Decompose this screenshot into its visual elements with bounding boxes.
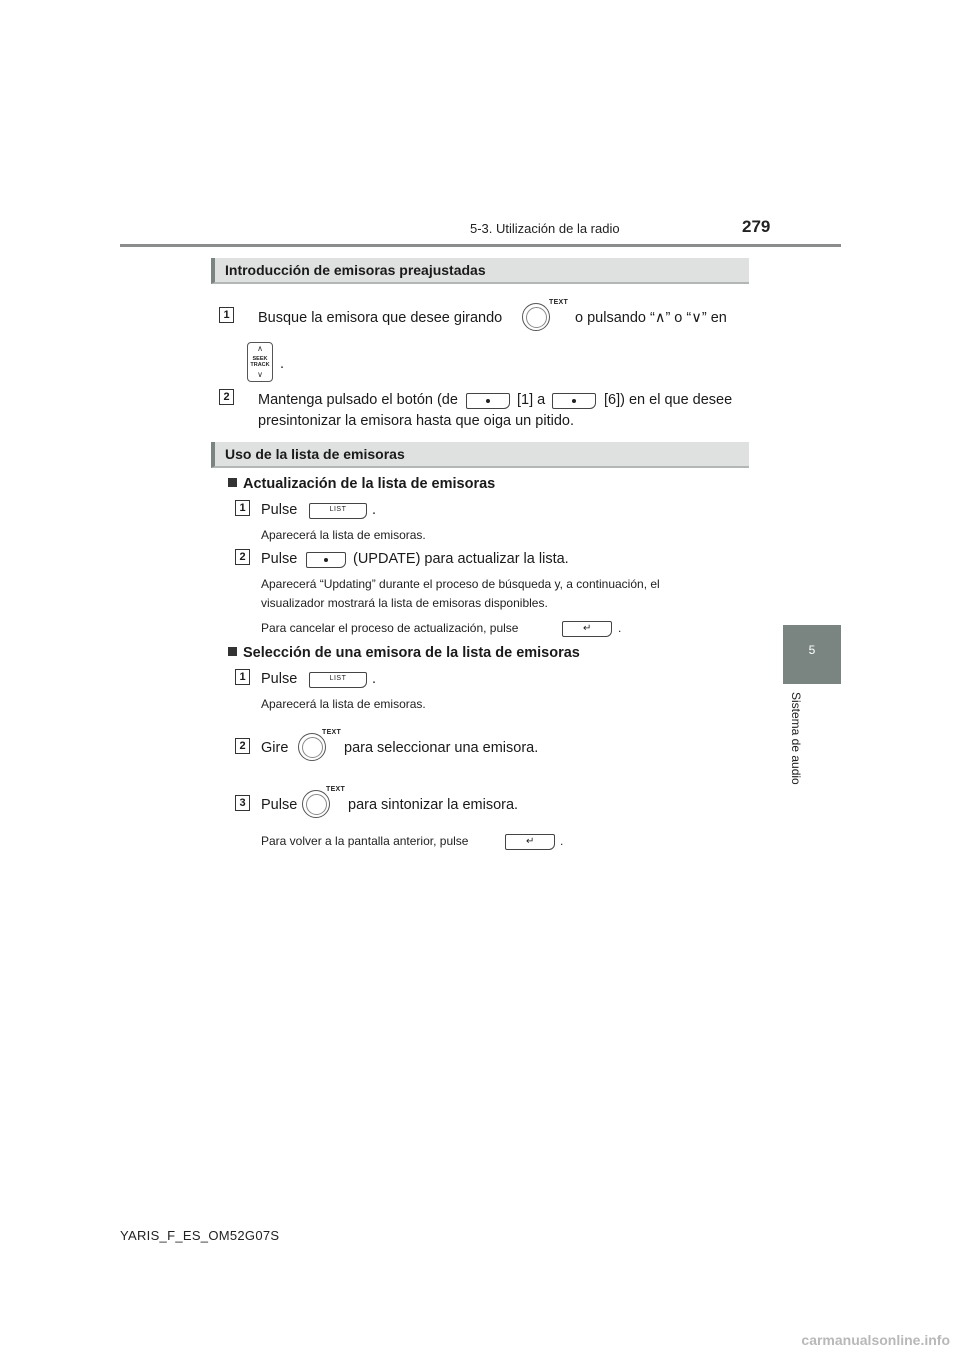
down-symbol: ∨ [691,310,702,326]
update-button-icon [306,552,346,568]
tune-knob-icon [302,790,330,818]
step-text: Pulse [261,671,298,687]
step-number-box: 2 [235,738,250,754]
step-text: para sintonizar la emisora. [348,797,519,813]
page-number: 279 [742,217,771,236]
back-button-icon: ↵ [562,621,612,637]
step-note: . [560,834,564,848]
step-note: . [618,621,622,635]
section-heading-text: Introducción de emisoras preajustadas [225,262,486,278]
preset-button-6-icon [552,393,596,409]
watermark-text: carmanualsonline.info [801,1332,950,1348]
knob-label: TEXT [322,729,342,736]
tune-knob-icon [298,733,326,761]
chevron-up-icon: ∧ [257,344,263,353]
step-text: . [280,356,285,372]
section-heading-preset-stations [211,258,749,284]
section-heading-station-list [211,442,749,468]
step-note: visualizador mostrará la lista de emisoras disponibles. [261,596,548,610]
step-note: Aparecerá “Updating” durante el proceso de búsqueda y, a continuación, el [261,577,660,591]
step-number-box: 2 [219,389,234,405]
chapter-tab-number: 5 [808,643,816,657]
step-number-box: 2 [235,549,250,565]
step-text: Pulse [261,502,298,518]
step-text: Busque la emisora que desee girando [258,310,503,326]
step-text: [6]) en el que desee [604,392,733,408]
step-note: Para volver a la pantalla anterior, pulse [261,834,469,848]
step-text: Pulse [261,551,298,567]
knob-label: TEXT [549,299,569,306]
step-number-box: 1 [219,307,234,323]
step-number-box: 1 [235,500,250,516]
seek-track-button-icon [247,342,273,382]
step-text: [1] a [517,392,546,408]
back-button-icon: ↵ [505,834,555,850]
step-text: . [372,671,377,687]
step-note: Aparecerá la lista de emisoras. [261,528,426,542]
step-number-box: 1 [235,669,250,685]
chapter-tab-title: Sistema de audio [789,692,803,785]
running-header-section: 5-3. Utilización de la radio [470,221,620,236]
step-text: (UPDATE) para actualizar la lista. [353,551,569,567]
step-text: o pulsando “∧” o “∨” en [575,310,727,326]
step-text: Pulse [261,797,298,813]
header-rule [120,244,841,247]
step-text: para seleccionar una emisora. [344,740,539,756]
step-text: presintonizar la emisora hasta que oiga un pitido. [258,413,574,429]
preset-button-1-icon [466,393,510,409]
list-button-icon: LIST [309,672,367,688]
step-note: Aparecerá la lista de emisoras. [261,697,426,711]
subheading-select-from-list: Selección de una emisora de la lista de emisoras [228,645,580,661]
up-symbol: ∧ [654,310,666,326]
subheading-update-list: Actualización de la lista de emisoras [228,476,495,492]
step-number-box: 3 [235,795,250,811]
knob-label: TEXT [326,786,346,793]
section-heading-text: Uso de la lista de emisoras [225,446,405,462]
chevron-down-icon: ∨ [257,370,263,379]
step-text: . [372,502,377,518]
bullet-square-icon [228,478,237,487]
step-text: Gire [261,740,289,756]
tune-knob-icon [522,303,550,331]
step-note: Para cancelar el proceso de actualización, pulse [261,621,519,635]
step-text: Mantenga pulsado el botón (de [258,392,458,408]
seek-track-label: SEEK TRACK [250,356,270,368]
list-button-icon: LIST [309,503,367,519]
document-code: YARIS_F_ES_OM52G07S [120,1228,280,1243]
bullet-square-icon [228,647,237,656]
